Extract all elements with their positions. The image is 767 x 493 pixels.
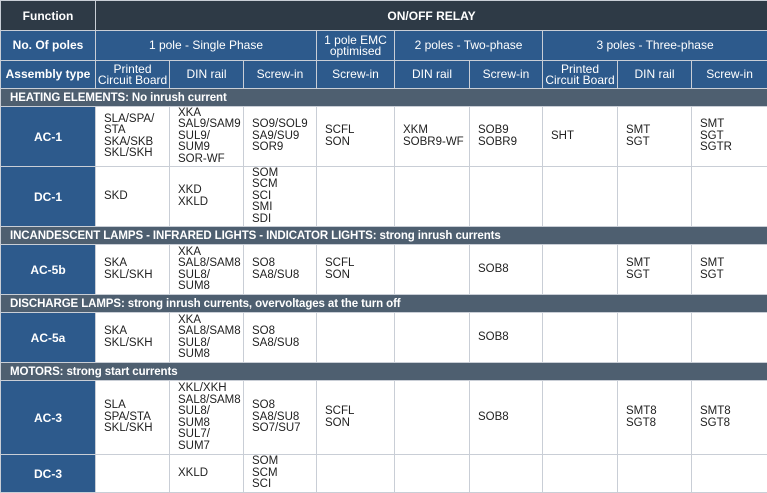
- relay-models-cell: [395, 455, 470, 493]
- pole-group-two-phase: 2 poles - Two-phase: [395, 31, 543, 61]
- relay-title: ON/OFF RELAY: [96, 1, 767, 31]
- relay-models-cell: SCFL SON: [317, 381, 395, 455]
- section-title: HEATING ELEMENTS: No inrush current: [1, 89, 767, 107]
- section-row: [1, 295, 767, 313]
- relay-models-cell: [618, 167, 692, 227]
- function-header: Function: [1, 1, 96, 31]
- category-label: AC-1: [1, 107, 96, 167]
- relay-models-cell: [470, 455, 543, 493]
- category-label: AC-5a: [1, 313, 96, 363]
- relay-models-cell: SO8 SA8/SU8 SO7/SU7: [244, 381, 317, 455]
- relay-models-cell: [543, 167, 618, 227]
- relay-models-cell: SHT: [543, 107, 618, 167]
- category-label: AC-3: [1, 381, 96, 455]
- table-row: [1, 107, 767, 167]
- relay-models-cell: SKD: [96, 167, 170, 227]
- relay-models-cell: SOB9 SOBR9: [470, 107, 543, 167]
- table-row: [1, 313, 767, 363]
- relay-models-cell: SMT SGT: [618, 245, 692, 295]
- relay-models-cell: XKA SAL9/SAM9 SUL9/ SUM9 SOR-WF: [170, 107, 244, 167]
- assembly-type-text: Screw-in: [332, 67, 379, 81]
- section-row: [1, 363, 767, 381]
- relay-models-cell: [543, 313, 618, 363]
- pole-group-single-phase: 1 pole - Single Phase: [96, 31, 317, 61]
- relay-models-cell: SLA/SPA/ STA SKA/SKB SKL/SKH: [96, 107, 170, 167]
- assembly-type-cell: [96, 61, 170, 89]
- relay-models-cell: SCFL SON: [317, 107, 395, 167]
- category-label: DC-1: [1, 167, 96, 227]
- category-label: DC-3: [1, 455, 96, 493]
- table-row: [1, 167, 767, 227]
- relay-models-cell: [692, 167, 767, 227]
- relay-models-cell: [618, 455, 692, 493]
- assembly-type-header: Assembly type: [1, 61, 96, 89]
- relay-models-cell: SMT SGT: [692, 245, 767, 295]
- pole-group-emc-text: 1 pole EMC optimised: [324, 33, 387, 58]
- table-row: [1, 381, 767, 455]
- table-row: [1, 455, 767, 493]
- relay-models-cell: SMT SGT SGTR: [692, 107, 767, 167]
- relay-models-cell: [395, 313, 470, 363]
- relay-models-cell: [317, 313, 395, 363]
- relay-models-cell: [692, 455, 767, 493]
- section-row: [1, 89, 767, 107]
- assembly-type-cell: [543, 61, 618, 89]
- relay-models-cell: XKD XKLD: [170, 167, 244, 227]
- assembly-type-text: Screw-in: [257, 67, 304, 81]
- section-title: MOTORS: strong start currents: [1, 363, 767, 381]
- assembly-type-cell: [692, 61, 767, 89]
- relay-models-cell: SO9/SOL9 SA9/SU9 SOR9: [244, 107, 317, 167]
- assembly-type-text: Screw-in: [706, 67, 753, 81]
- relay-models-cell: [618, 313, 692, 363]
- relay-models-cell: XKL/XKH SAL8/SAM8 SUL8/ SUM8 SUL7/ SUM7: [170, 381, 244, 455]
- assembly-type-text: Printed Circuit Board: [98, 62, 167, 87]
- relay-models-cell: XKLD: [170, 455, 244, 493]
- assembly-type-cell: [317, 61, 395, 89]
- relay-models-cell: [395, 245, 470, 295]
- assembly-type-text: Screw-in: [483, 67, 530, 81]
- relay-models-cell: SOB8: [470, 313, 543, 363]
- relay-models-cell: SMT8 SGT8: [692, 381, 767, 455]
- relay-models-cell: [543, 455, 618, 493]
- relay-models-cell: [395, 381, 470, 455]
- relay-models-cell: SOB8: [470, 381, 543, 455]
- table-row: [1, 245, 767, 295]
- pole-group-emc: [317, 31, 395, 61]
- relay-models-cell: XKA SAL8/SAM8 SUL8/ SUM8: [170, 245, 244, 295]
- relay-models-cell: [395, 167, 470, 227]
- relay-models-cell: SMT SGT: [618, 107, 692, 167]
- relay-models-cell: [543, 381, 618, 455]
- category-label: AC-5b: [1, 245, 96, 295]
- relay-models-cell: SOM SCM SCI SMI SDI: [244, 167, 317, 227]
- assembly-type-text: DIN rail: [186, 67, 226, 81]
- assembly-type-text: DIN rail: [634, 67, 674, 81]
- relay-models-cell: [96, 455, 170, 493]
- relay-models-cell: [543, 245, 618, 295]
- assembly-type-text: Printed Circuit Board: [545, 62, 614, 87]
- relay-models-cell: [317, 167, 395, 227]
- assembly-type-text: DIN rail: [412, 67, 452, 81]
- relay-models-cell: [317, 455, 395, 493]
- section-title: INCANDESCENT LAMPS - INFRARED LIGHTS - INDICATOR LIGHTS: strong inrush currents: [1, 227, 767, 245]
- relay-models-cell: XKA SAL8/SAM8 SUL8/ SUM8: [170, 313, 244, 363]
- relay-models-cell: SCFL SON: [317, 245, 395, 295]
- poles-header: No. Of poles: [1, 31, 96, 61]
- relay-models-cell: [470, 167, 543, 227]
- relay-models-cell: SKA SKL/SKH: [96, 245, 170, 295]
- relay-models-cell: [692, 313, 767, 363]
- section-title: DISCHARGE LAMPS: strong inrush currents, overvoltages at the turn off: [1, 295, 767, 313]
- section-row: [1, 227, 767, 245]
- relay-models-cell: SMT8 SGT8: [618, 381, 692, 455]
- relay-models-cell: SO8 SA8/SU8: [244, 245, 317, 295]
- assembly-type-cell: [618, 61, 692, 89]
- pole-group-three-phase: 3 poles - Three-phase: [543, 31, 767, 61]
- assembly-type-cell: [470, 61, 543, 89]
- relay-models-cell: SOB8: [470, 245, 543, 295]
- assembly-type-cell: [244, 61, 317, 89]
- assembly-type-cell: [170, 61, 244, 89]
- relay-models-cell: SOM SCM SCI: [244, 455, 317, 493]
- relay-models-cell: XKM SOBR9-WF: [395, 107, 470, 167]
- assembly-type-cell: [395, 61, 470, 89]
- relay-models-cell: SO8 SA8/SU8: [244, 313, 317, 363]
- relay-models-cell: SKA SKL/SKH: [96, 313, 170, 363]
- relay-models-cell: SLA SPA/STA SKL/SKH: [96, 381, 170, 455]
